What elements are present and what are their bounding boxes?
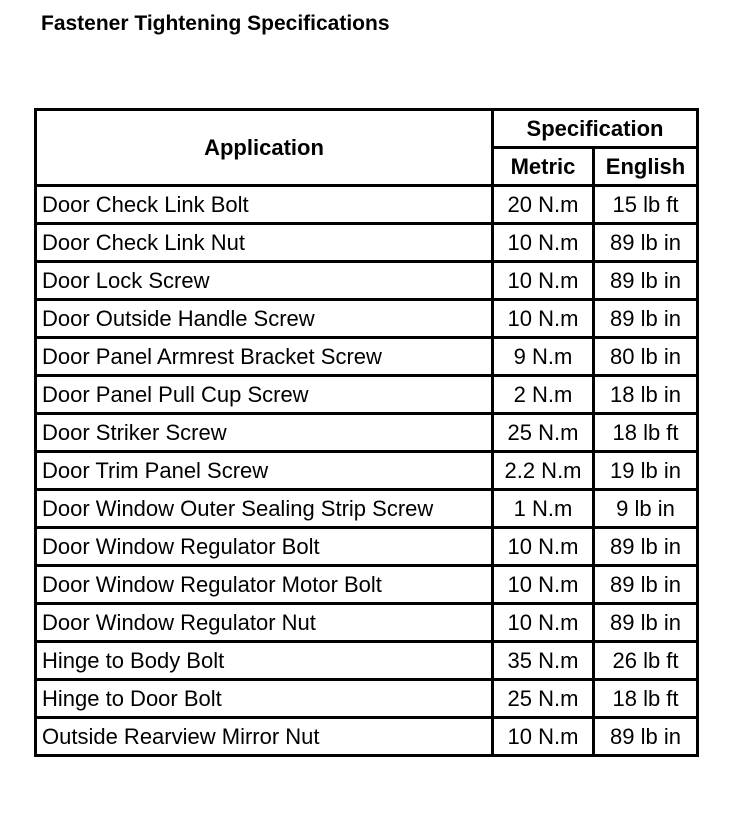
header-english: English (594, 148, 698, 186)
metric-cell: 25 N.m (493, 680, 594, 718)
application-cell: Door Striker Screw (36, 414, 493, 452)
table-row (36, 376, 698, 414)
metric-cell: 10 N.m (493, 224, 594, 262)
metric-cell: 9 N.m (493, 338, 594, 376)
header-application: Application (36, 110, 493, 186)
english-cell: 89 lb in (594, 604, 698, 642)
application-cell: Door Panel Pull Cup Screw (36, 376, 493, 414)
english-cell: 80 lb in (594, 338, 698, 376)
english-cell: 89 lb in (594, 718, 698, 756)
metric-cell: 10 N.m (493, 604, 594, 642)
application-cell: Hinge to Door Bolt (36, 680, 493, 718)
table-row (36, 490, 698, 528)
application-cell: Door Window Regulator Bolt (36, 528, 493, 566)
english-cell: 9 lb in (594, 490, 698, 528)
english-cell: 89 lb in (594, 566, 698, 604)
english-cell: 19 lb in (594, 452, 698, 490)
table-row (36, 338, 698, 376)
metric-cell: 10 N.m (493, 262, 594, 300)
metric-cell: 2 N.m (493, 376, 594, 414)
application-cell: Door Window Regulator Motor Bolt (36, 566, 493, 604)
table-row (36, 528, 698, 566)
metric-cell: 35 N.m (493, 642, 594, 680)
table-row (36, 452, 698, 490)
table-row (36, 718, 698, 756)
table-row (36, 680, 698, 718)
application-cell: Door Check Link Bolt (36, 186, 493, 224)
application-cell: Door Window Regulator Nut (36, 604, 493, 642)
application-cell: Door Trim Panel Screw (36, 452, 493, 490)
spec-table-body (36, 186, 698, 756)
metric-cell: 10 N.m (493, 528, 594, 566)
english-cell: 18 lb in (594, 376, 698, 414)
application-cell: Door Check Link Nut (36, 224, 493, 262)
application-cell: Door Panel Armrest Bracket Screw (36, 338, 493, 376)
document-title: Fastener Tightening Specifications (41, 12, 390, 35)
application-cell: Door Lock Screw (36, 262, 493, 300)
metric-cell: 20 N.m (493, 186, 594, 224)
table-row (36, 262, 698, 300)
metric-cell: 10 N.m (493, 566, 594, 604)
metric-cell: 10 N.m (493, 718, 594, 756)
table-row (36, 414, 698, 452)
english-cell: 15 lb ft (594, 186, 698, 224)
application-cell: Door Window Outer Sealing Strip Screw (36, 490, 493, 528)
header-metric: Metric (493, 148, 594, 186)
fastener-spec-table (34, 108, 699, 757)
table-row (36, 224, 698, 262)
english-cell: 89 lb in (594, 224, 698, 262)
table-row (36, 642, 698, 680)
english-cell: 89 lb in (594, 300, 698, 338)
metric-cell: 25 N.m (493, 414, 594, 452)
application-cell: Hinge to Body Bolt (36, 642, 493, 680)
application-cell: Door Outside Handle Screw (36, 300, 493, 338)
english-cell: 26 lb ft (594, 642, 698, 680)
metric-cell: 10 N.m (493, 300, 594, 338)
table-row (36, 566, 698, 604)
english-cell: 89 lb in (594, 528, 698, 566)
metric-cell: 2.2 N.m (493, 452, 594, 490)
table-row (36, 186, 698, 224)
table-row (36, 300, 698, 338)
metric-cell: 1 N.m (493, 490, 594, 528)
table-row (36, 604, 698, 642)
header-specification: Specification (493, 110, 698, 148)
application-cell: Outside Rearview Mirror Nut (36, 718, 493, 756)
english-cell: 89 lb in (594, 262, 698, 300)
english-cell: 18 lb ft (594, 414, 698, 452)
english-cell: 18 lb ft (594, 680, 698, 718)
